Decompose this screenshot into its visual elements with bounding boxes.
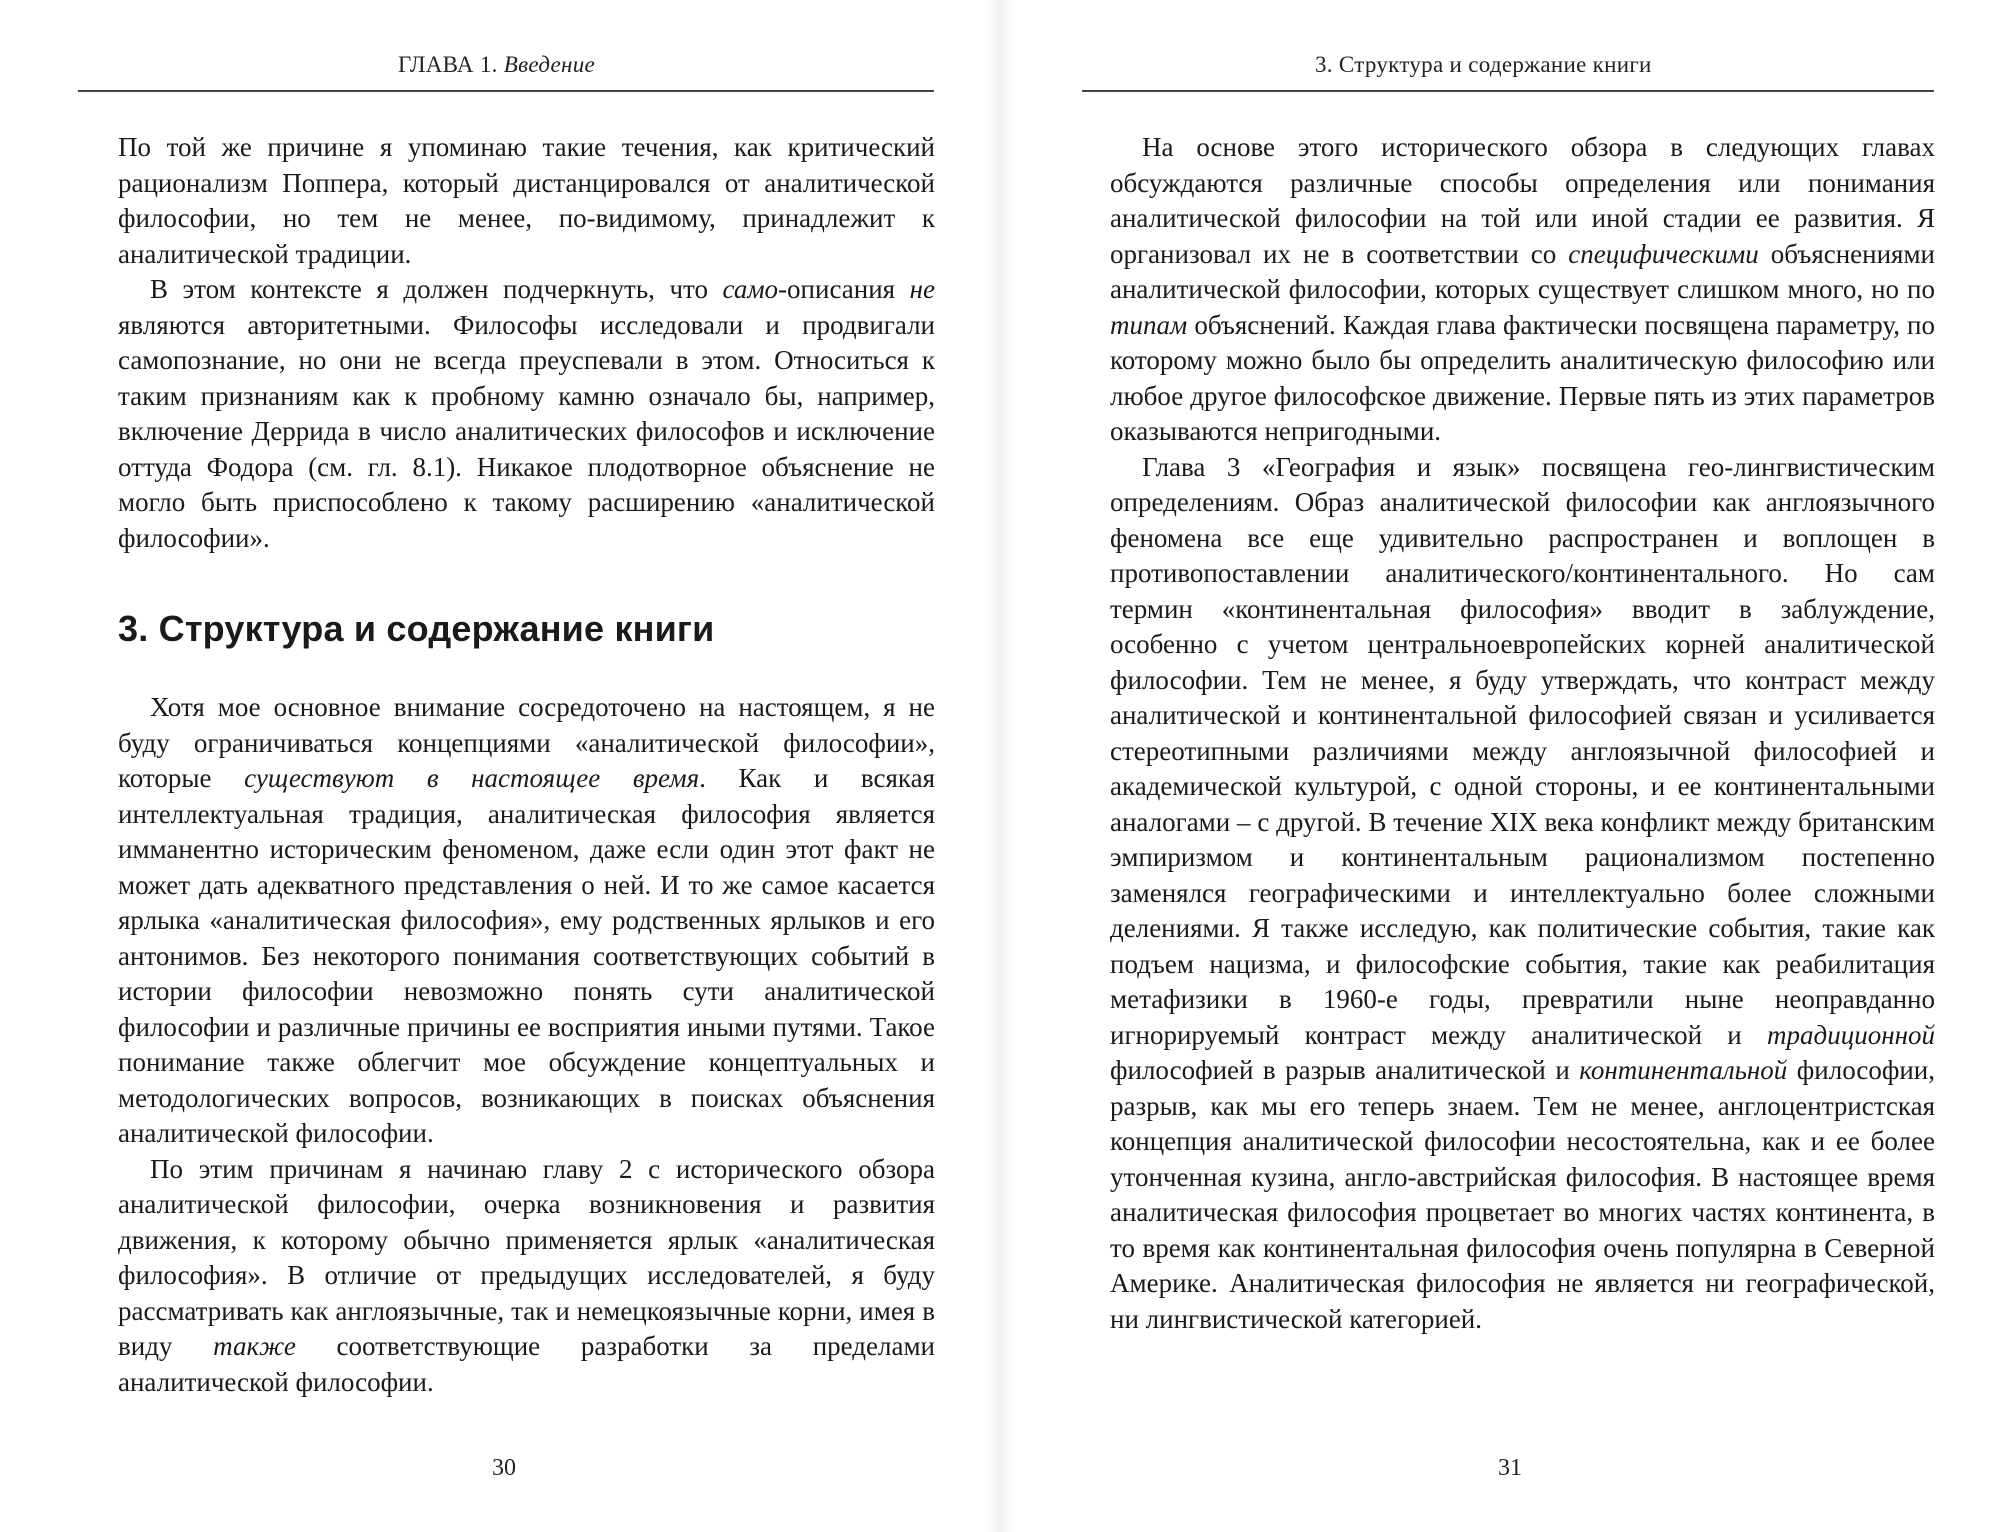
header-rule-left [78,90,934,92]
paragraph-1: По той же причине я упоминаю такие течения, как критический рационализм Поппера, который дистанцировался от аналитической философии, но тем не менее, по-видимому, принадлежит к аналитической традиции. [118,132,935,269]
paragraph-2: В этом контексте я должен подчеркнуть, что само-описания не являются авторитетными. Философы исследовали и продвигали самопознание, но они не всегда преуспевали в этом. Относиться к таким признаниям как к пробному камню означало бы, например, включение Деррида в число аналитических философов и исключение оттуда Фодора (см. гл. 8.1). Никакое плодотворное объяснение не могло быть приспособлено к такому расширению «аналитической философии». [118,274,935,553]
right-page [1000,0,2000,1532]
right-text-block [1110,130,1935,1337]
header-rule-right [1082,90,1934,92]
running-head-left [398,52,595,78]
running-head-right: 3. Структура и содержание книги [1315,52,1652,77]
page-number-right: 31 [1498,1455,1522,1481]
paragraph-3: Хотя мое основное внимание сосредоточено на настоящем, я не буду ограничиваться концепциями «аналитической философии», которые существуют в настоящее время. Как и всякая интеллектуальная традиция, аналитическая философия является имманентно историческим феноменом, даже если один этот факт не может дать адекватного представления о ней. И то же самое касается ярлыка «аналитическая философия», ему родственных ярлыков и его антонимов. Без некоторого понимания соответствующих событий в истории философии невозможно понять сути аналитической философии и различные причины ее восприятия иными путями. Такое понимание также облегчит мое обсуждение концептуальных и методологических вопросов, возникающих в поисках объяснения аналитической философии. [118,692,935,1148]
paragraph-6: Глава 3 «География и язык» посвящена гео-лингвистическим определениям. Образ аналитической философии как англоязычного феномена все еще удивительно распространен и воплощен в противопоставлении аналитического/континентального. Но сам термин «континентальная философия» вводит в заблуждение, особенно с учетом центральноевропейских корней аналитической философии. Тем не менее, я буду утверждать, что контраст между аналитической и континентальной философией связан и усиливается стереотипными различиями между англоязычной философией и академической культурой, с одной стороны, и ее континентальными аналогами – с другой. В течение XIX века конфликт между британским эмпиризмом и континентальным рационализмом постепенно заменялся географическими и интеллектуально более сложными делениями. Я также исследую, как политические события, такие как подъем нацизма, и философские события, такие как реабилитация метафизики в 1960-е годы, превратили ныне неоправданно игнорируемый контраст между аналитической и традиционной философией в разрыв аналитической и континентальной философии, разрыв, как мы его теперь знаем. Тем не менее, англоцентристская концепция аналитической философии несостоятельна, как и ее более утонченная кузина, англо-австрийская философия. В настоящее время аналитическая философия процветает во многих частях континента, в то время как континентальная философия очень популярна в Северной Америке. Аналитическая философия не является ни географической, ни лингвистической категорией. [1110,451,1935,1334]
running-head-chapter: ГЛАВА 1. [398,52,498,77]
page-number-left: 30 [492,1455,516,1481]
section-heading: 3. Структура и содержание книги [118,608,715,649]
paragraph-4: По этим причинам я начинаю главу 2 с исторического обзора аналитической философии, очерка возникновения и развития движения, к которому обычно применяется ярлык «аналитическая философия». В отличие от предыдущих исследователей, я буду рассматривать как англоязычные, так и немецкоязычные корни, имея в виду также соответствующие разработки за пределами аналитической философии. [118,1153,935,1397]
paragraph-5: На основе этого исторического обзора в следующих главах обсуждаются различные способы определения или понимания аналитической философии на той или иной стадии ее развития. Я организовал их не в соответствии со специфическими объяснениями аналитической философии, которых существует слишком много, но по типам объяснений. Каждая глава фактически посвящена параметру, по которому можно было бы определить аналитическую философию или любое другое философское движение. Первые пять из этих параметров оказываются непригодными. [1110,132,1936,446]
left-text-block [118,130,935,1400]
running-head-title: Введение [503,52,596,77]
